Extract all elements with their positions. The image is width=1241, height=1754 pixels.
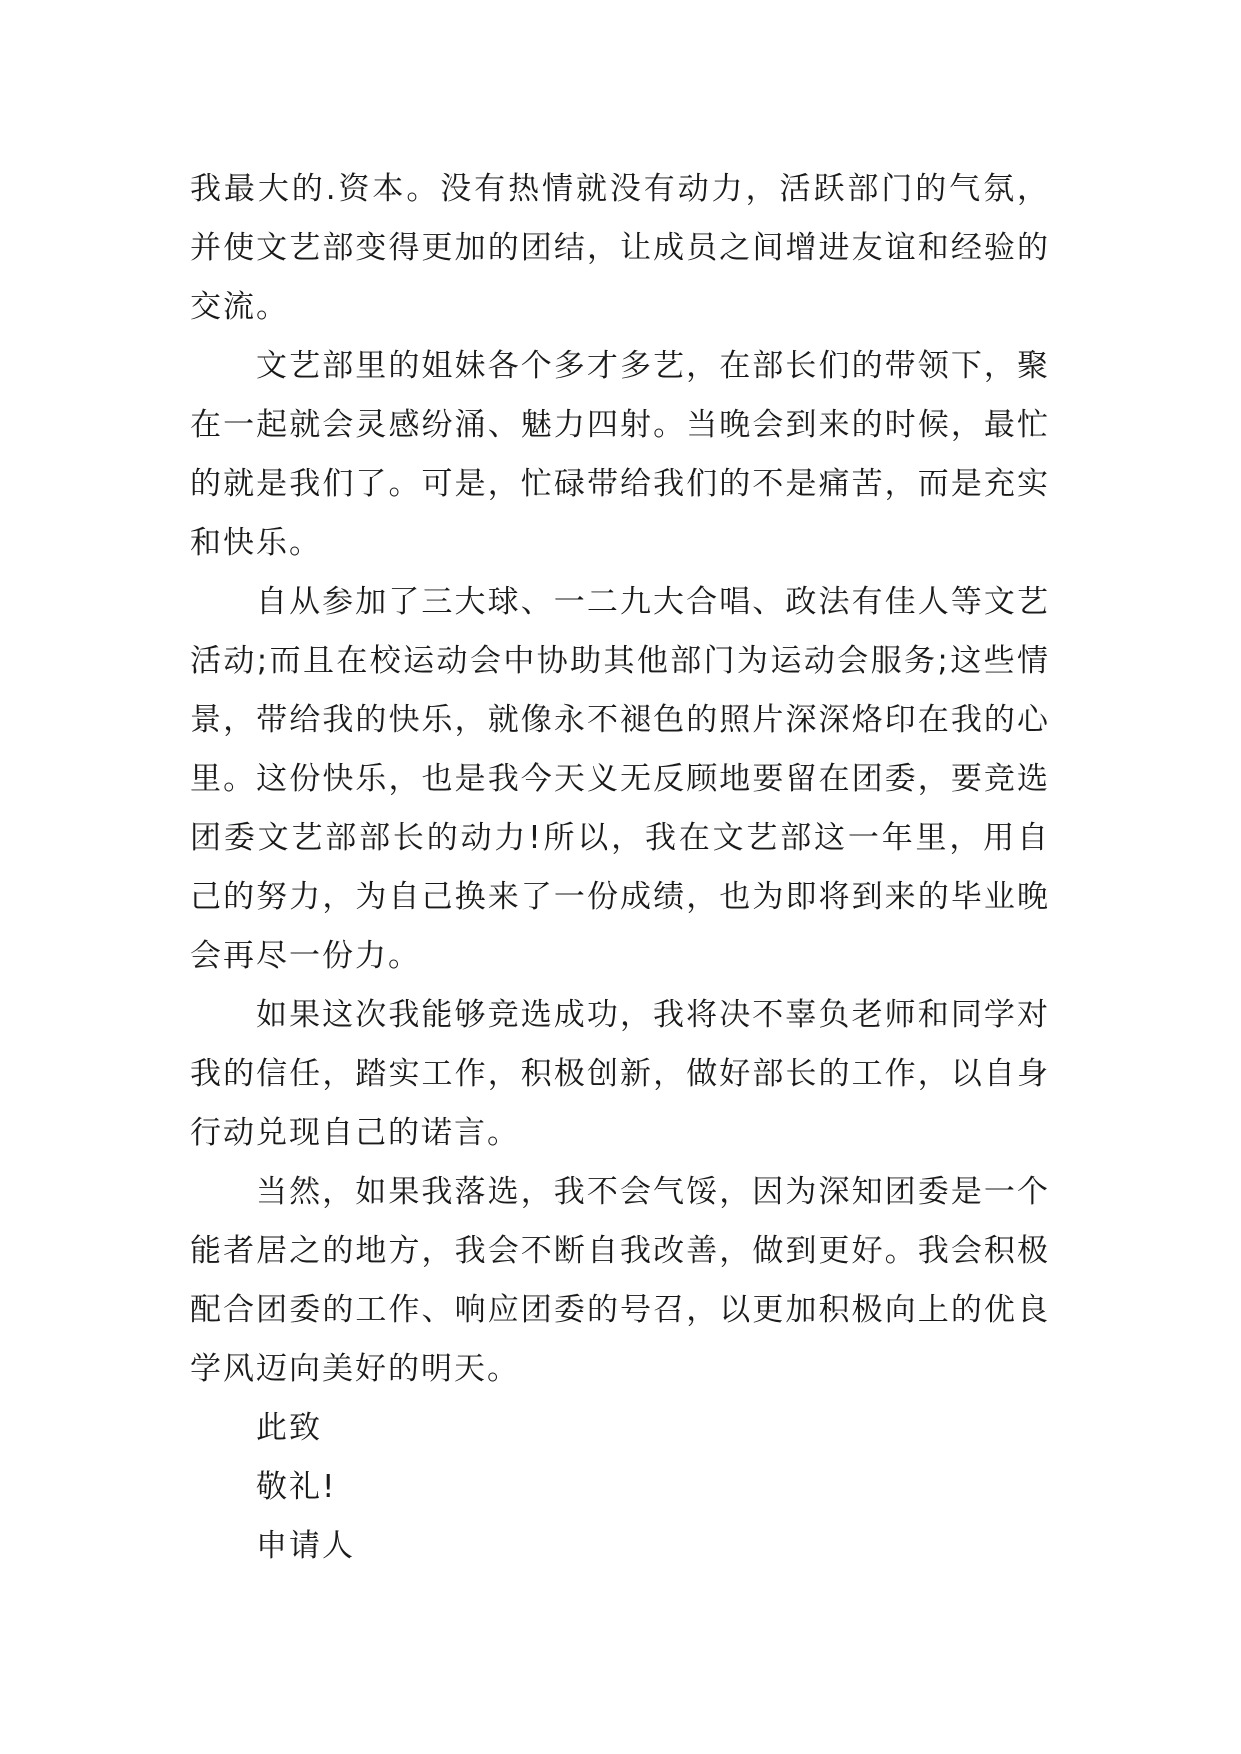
paragraph-commitment: 如果这次我能够竞选成功，我将决不辜负老师和同学对我的信任，踏实工作，积极创新，做好部长的工作，以自身行动兑现自己的诺言。: [190, 997, 1050, 1151]
closing-salutation: 此致: [256, 1410, 322, 1446]
paragraph-activities: 自从参加了三大球、一二九大合唱、政法有佳人等文艺活动;而且在校运动会中协助其他部门为运动会服务;这些情景，带给我的快乐，就像永不褪色的照片深深烙印在我的心里。这份快乐，也是我今天义无反顾地要留在团委，要竞选团委文艺部部长的动力!所以，我在文艺部这一年里，用自己的努力，为自己换来了一份成绩，也为即将到来的毕业晚会再尽一份力。: [190, 584, 1050, 974]
document-body: [190, 160, 1050, 1576]
paragraph-arts-department: 文艺部里的姐妹各个多才多艺，在部长们的带领下，聚在一起就会灵感纷涌、魅力四射。当晚会到来的时候，最忙的就是我们了。可是，忙碌带给我们的不是痛苦，而是充实和快乐。: [190, 348, 1050, 561]
paragraph-continuation: 我最大的.资本。没有热情就没有动力，活跃部门的气氛，并使文艺部变得更加的团结，让成员之间增进友谊和经验的交流。: [190, 171, 1050, 325]
paragraph-if-not-elected: 当然，如果我落选，我不会气馁，因为深知团委是一个能者居之的地方，我会不断自我改善，做到更好。我会积极配合团委的工作、响应团委的号召，以更加积极向上的优良学风迈向美好的明天。: [190, 1174, 1050, 1387]
closing-applicant: 申请人: [256, 1528, 355, 1564]
closing-respect: 敬礼!: [256, 1469, 337, 1505]
